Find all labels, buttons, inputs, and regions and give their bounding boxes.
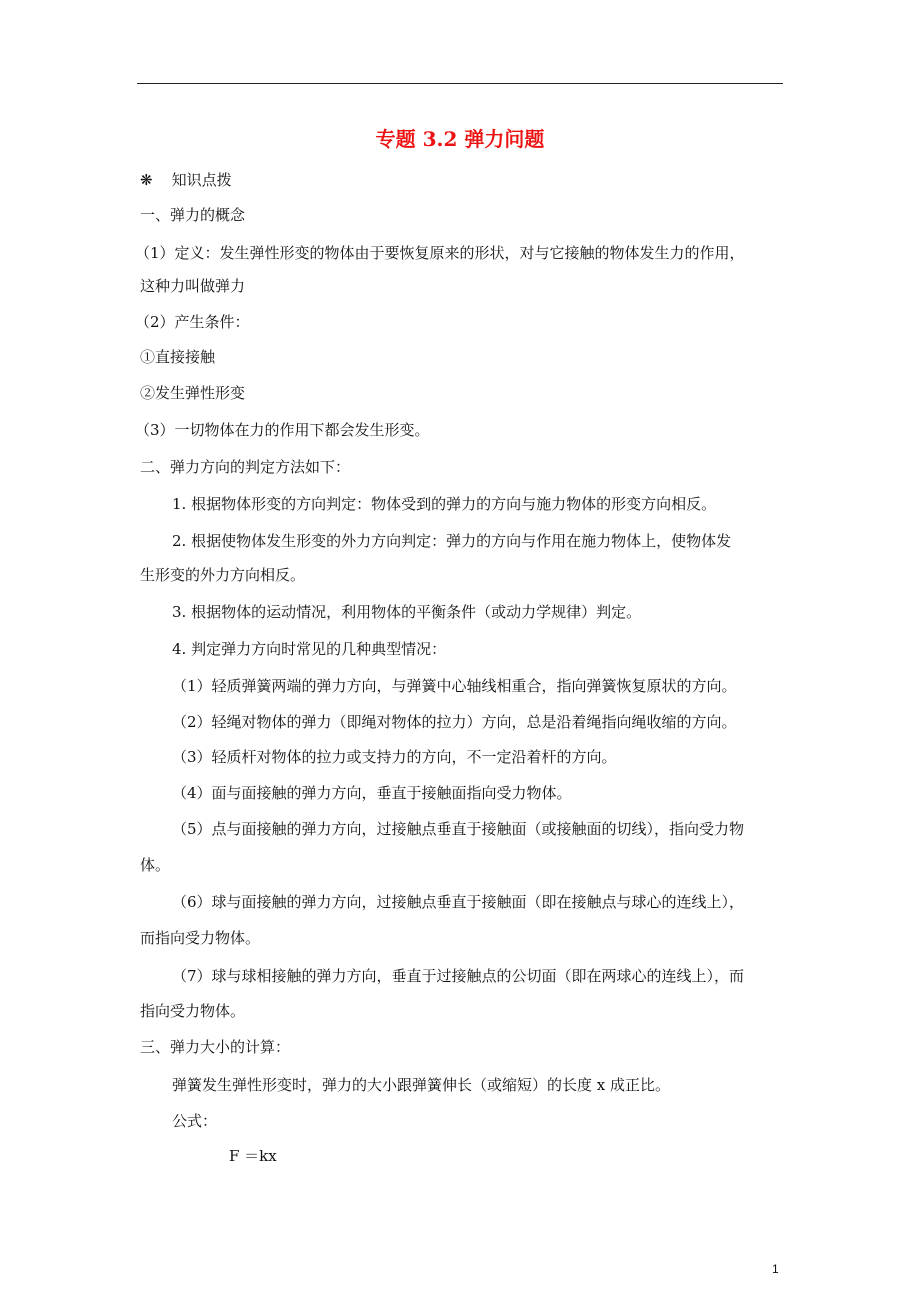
- list-item: （1）轻质弹簧两端的弹力方向，与弹簧中心轴线相重合，指向弹簧恢复原状的方向。: [172, 677, 737, 695]
- paragraph-line: 弹簧发生弹性形变时，弹力的大小跟弹簧伸长（或缩短）的长度 x 成正比。: [172, 1076, 670, 1094]
- list-item: ②发生弹性形变: [140, 384, 246, 402]
- formula: F ＝kx: [229, 1147, 277, 1165]
- section-heading: 二、弹力方向的判定方法如下：: [140, 458, 351, 476]
- section-heading: 三、弹力大小的计算：: [140, 1038, 291, 1056]
- paragraph-line: （1）定义：发生弹性形变的物体由于要恢复原来的形状，对与它接触的物体发生力的作用，: [135, 244, 745, 262]
- list-item: （4）面与面接触的弹力方向，垂直于接触面指向受力物体。: [172, 784, 572, 802]
- list-item: 1. 根据物体形变的方向判定：物体受到的弹力的方向与施力物体的形变方向相反。: [172, 495, 717, 513]
- paragraph-line: 而指向受力物体。: [140, 929, 261, 947]
- page-number: 1: [772, 1262, 779, 1276]
- list-item: （5）点与面接触的弹力方向，过接触点垂直于接触面（或接触面的切线），指向受力物: [172, 820, 745, 838]
- section-heading: 一、弹力的概念: [140, 206, 246, 224]
- list-item: （6）球与面接触的弹力方向，过接触点垂直于接触面（即在接触点与球心的连线上），: [172, 893, 745, 911]
- list-item: （2）轻绳对物体的弹力（即绳对物体的拉力）方向，总是沿着绳指向绳收缩的方向。: [172, 713, 737, 731]
- header-rule: [137, 83, 783, 84]
- list-item: ①直接接触: [140, 348, 216, 366]
- document-title: 专题 3.2 弹力问题: [375, 127, 545, 151]
- paragraph-line: （3）一切物体在力的作用下都会发生形变。: [135, 421, 430, 439]
- list-item: 3. 根据物体的运动情况，利用物体的平衡条件（或动力学规律）判定。: [172, 603, 642, 621]
- list-item: （3）轻质杆对物体的拉力或支持力的方向，不一定沿着杆的方向。: [172, 748, 617, 766]
- knowledge-heading: [140, 170, 232, 190]
- paragraph-line: 公式：: [172, 1112, 218, 1130]
- list-item: （7）球与球相接触的弹力方向，垂直于过接触点的公切面（即在两球心的连线上），而: [172, 967, 745, 985]
- knowledge-heading-text: 知识点拨: [171, 171, 232, 189]
- paragraph-line: 这种力叫做弹力: [140, 277, 246, 295]
- paragraph-line: 体。: [140, 856, 171, 874]
- list-item: 2. 根据使物体发生形变的外力方向判定：弹力的方向与作用在施力物体上，使物体发: [172, 532, 732, 550]
- paragraph-line: 指向受力物体。: [140, 1002, 246, 1020]
- list-item: 4. 判定弹力方向时常见的几种典型情况：: [172, 640, 447, 658]
- asterisk-icon: ❋: [140, 171, 153, 189]
- paragraph-line: （2）产生条件：: [135, 313, 250, 331]
- paragraph-line: 生形变的外力方向相反。: [140, 566, 306, 584]
